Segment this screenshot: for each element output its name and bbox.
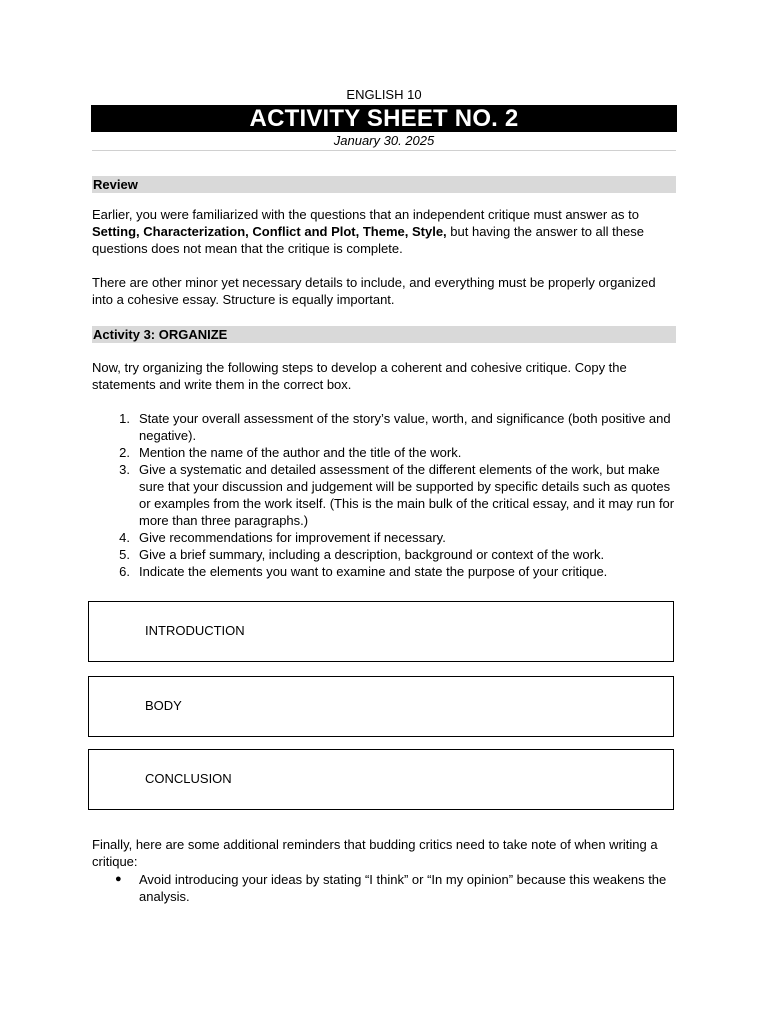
introduction-box[interactable] [88,601,674,662]
conclusion-box[interactable] [88,749,674,810]
review-p1-intro: Earlier, you were familiarized with the questions that an independent critique must answer as to [92,207,640,222]
list-item [92,563,676,580]
step-number: 6. [119,564,130,579]
steps-list [92,410,676,580]
list-item [92,529,676,546]
step-number: 4. [119,530,130,545]
step-number: 3. [119,462,130,477]
page-title: ACTIVITY SHEET NO. 2 [91,105,677,132]
step-text: Give a systematic and detailed assessment of the different elements of the work, but make sure that your discussion and judgement will be supported by specific details such as quotes or examples from the work itself. (This is the main bulk of the critical essay, and it may run for more than three paragraphs.) [139,462,675,528]
date-label: January 30. 2025 [333,133,435,148]
step-text: Indicate the elements you want to examine and state the purpose of your critique. [139,564,608,579]
review-paragraph-2: There are other minor yet necessary details to include, and everything must be properly organized into a cohesive essay. Structure is equally important. [92,275,656,307]
header-divider [92,150,676,151]
list-item [92,444,676,461]
reminders-intro: Finally, here are some additional reminders that budding critics need to take note of when writing a critique: [92,837,658,869]
conclusion-label: CONCLUSION [145,771,232,786]
list-item [92,410,676,444]
list-item [92,461,676,529]
activity-instructions: Now, try organizing the following steps to develop a coherent and cohesive critique. Copy the statements and write them in the correct box. [92,360,627,392]
step-text: State your overall assessment of the story’s value, worth, and significance (both positive and negative). [139,411,671,443]
reminder-text: Avoid introducing your ideas by stating “I think” or “In my opinion” because this weakens the analysis. [139,872,667,904]
reminders-list [92,871,676,905]
introduction-label: INTRODUCTION [145,623,245,638]
review-p1-conclusion: but having the answer to all these questions does not mean that the critique is complete. [92,224,644,256]
step-number: 2. [119,445,130,460]
step-number: 5. [119,547,130,562]
body-box[interactable] [88,676,674,737]
review-p1-elements: Setting, Characterization, Conflict and Plot, Theme, Style, [92,224,447,239]
activity-heading: Activity 3: ORGANIZE [92,326,676,343]
step-text: Mention the name of the author and the title of the work. [139,445,462,460]
subject-label: ENGLISH 10 [346,87,422,102]
step-text: Give recommendations for improvement if necessary. [139,530,446,545]
body-label: BODY [145,698,182,713]
list-item [92,871,676,905]
step-text: Give a brief summary, including a description, background or context of the work. [139,547,605,562]
bullet-icon: ● [115,873,122,885]
list-item [92,546,676,563]
step-number: 1. [119,411,130,426]
review-heading: Review [92,176,676,193]
review-paragraph-1 [92,206,676,257]
